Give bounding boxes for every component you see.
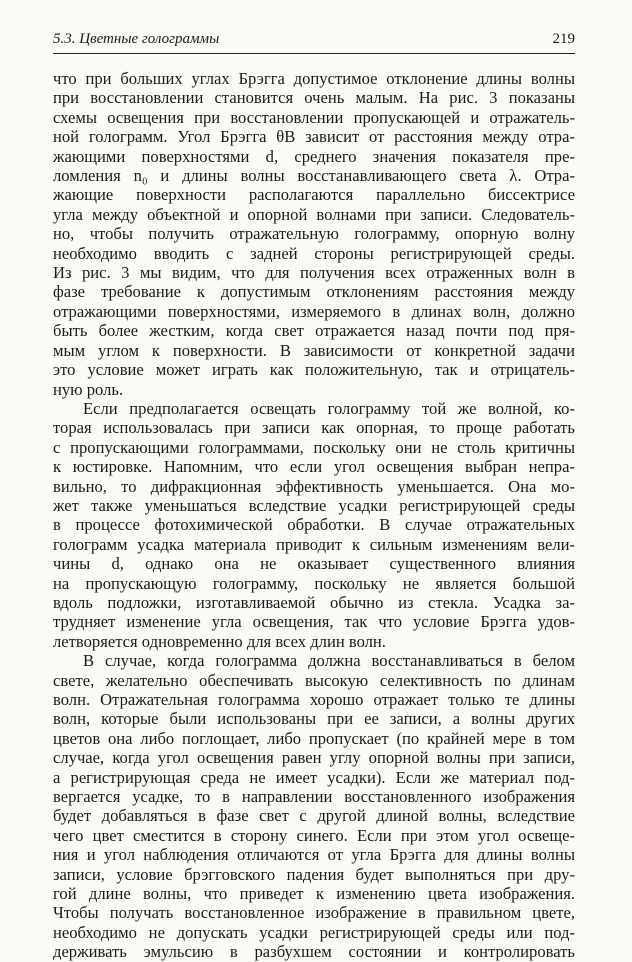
text-line: волн. Отражательная голограмма хорошо отражает только те длины <box>53 690 575 709</box>
text-line: ной голограмм. Угол Брэгга θB зависит от расстояния между отра- <box>53 127 575 147</box>
text-line: чины d, однако она не оказывает существенного влияния <box>53 554 575 574</box>
text-line: угла между объектной и опорной волнами при записи. Следователь- <box>53 204 575 224</box>
text-line: на пропускающую голограмму, поскольку не является большой <box>53 573 575 593</box>
text-line: ния и угол наблюдения отличаются от угла Брэгга для длины волны <box>53 845 575 865</box>
text-line: чего цвет сместится в сторону синего. Если при этом угол освеще- <box>53 825 575 845</box>
text-line: Чтобы получать восстановленное изображение в правильном цвете, <box>53 903 575 923</box>
text-line: свете, желательно обеспечивать высокую селективность по длинам <box>53 670 575 690</box>
text-line: торая использовалась при записи как опорная, то проще работать <box>53 418 575 438</box>
body-text <box>53 69 575 962</box>
text-line: фазе требование к допустимым отклонениям расстояния между <box>53 282 575 302</box>
text-line: ную роль. <box>53 379 124 399</box>
text-line: волн, которые были использованы при ее записи, а волны других <box>53 709 575 729</box>
text-line: цветов она либо поглощает, либо пропускает (по крайней мере в том <box>53 728 575 748</box>
text-line: ломления n₀ и длины волны восстанавливающего света λ. Отра- <box>53 166 575 186</box>
text-line: а регистрирующая среда не имеет усадки). Если же материал под- <box>53 767 575 787</box>
running-header <box>53 30 575 52</box>
paragraph-3 <box>53 651 575 962</box>
text-line: случае, когда угол освещения равен углу опорной волны при записи, <box>53 748 575 768</box>
text-line: Если предполагается освещать голограмму той же волной, ко- <box>83 398 575 418</box>
book-page <box>53 30 575 962</box>
text-line: к юстировке. Напомним, что если угол освещения выбран непра- <box>53 457 575 477</box>
text-line: гой длине волны, что приведет к изменению цвета изображения. <box>53 884 575 904</box>
text-line: мым углом к поверхности. В зависимости от конкретной задачи <box>53 340 575 360</box>
section-title: 5.3. Цветные голограммы <box>53 31 220 47</box>
text-line: жающие поверхности располагаются параллельно биссектрисе <box>53 185 575 205</box>
text-line: в процессе фотохимической обработки. В случае отражательных <box>53 515 575 535</box>
paragraph-1 <box>53 69 575 399</box>
text-line: необходимо вводить с задней стороны регистрирующей среды. <box>53 243 575 263</box>
paragraph-2 <box>53 399 575 651</box>
text-line: быть более жестким, когда свет отражается назад почти под пря- <box>53 321 575 341</box>
text-line: с пропускающими голограммами, поскольку они не столь критичны <box>53 437 575 457</box>
text-line: будет добавляться в фазе свет с другой длиной волны, вследствие <box>53 806 575 826</box>
text-line: вергается усадке, то в направлении восстановленного изображения <box>53 787 575 807</box>
text-line: отражающими поверхностями, измеряемого в длинах волн, должно <box>53 301 575 321</box>
header-rule <box>53 53 575 54</box>
text-line: но, чтобы получить отражательную голограмму, опорную волну <box>53 224 575 244</box>
text-line: схемы освещения при восстановлении пропускающей и отражатель- <box>53 107 575 127</box>
text-line: жет также уменьшаться вследствие усадки регистрирующей среды <box>53 495 575 515</box>
text-line: вдоль подложки, изготавливаемой обычно из стекла. Усадка за- <box>53 592 575 612</box>
text-line: трудняет изменение угла освещения, так что условие Брэгга удов- <box>53 612 575 632</box>
text-line: жающими поверхностями d, среднего значения показателя пре- <box>53 146 575 166</box>
text-line: что при больших углах Брэгга допустимое отклонение длины волны <box>53 69 575 88</box>
text-line: необходимо не допускать усадки регистрирующей среды или под- <box>53 922 575 942</box>
text-line: это условие может играть как положительную, так и отрицатель- <box>53 360 575 380</box>
text-line: держивать эмульсию в разбухшем состоянии и контролировать <box>53 942 575 962</box>
text-line: В случае, когда голограмма должна восстанавливаться в белом <box>83 651 575 671</box>
text-line: вильно, то дифракционная эффективность уменьшается. Она мо- <box>53 476 575 496</box>
text-line: голограмм усадка материала приводит к сильным изменениям вели- <box>53 534 575 554</box>
text-line: Из рис. 3 мы видим, что для получения всех отраженных волн в <box>53 263 575 283</box>
text-line: записи, условие брэгговского падения будет выполняться при дру- <box>53 864 575 884</box>
text-line: при восстановлении становится очень малым. На рис. 3 показаны <box>53 88 575 108</box>
text-line: летворяется одновременно для всех длин волн. <box>53 631 386 651</box>
page-number: 219 <box>552 31 575 47</box>
